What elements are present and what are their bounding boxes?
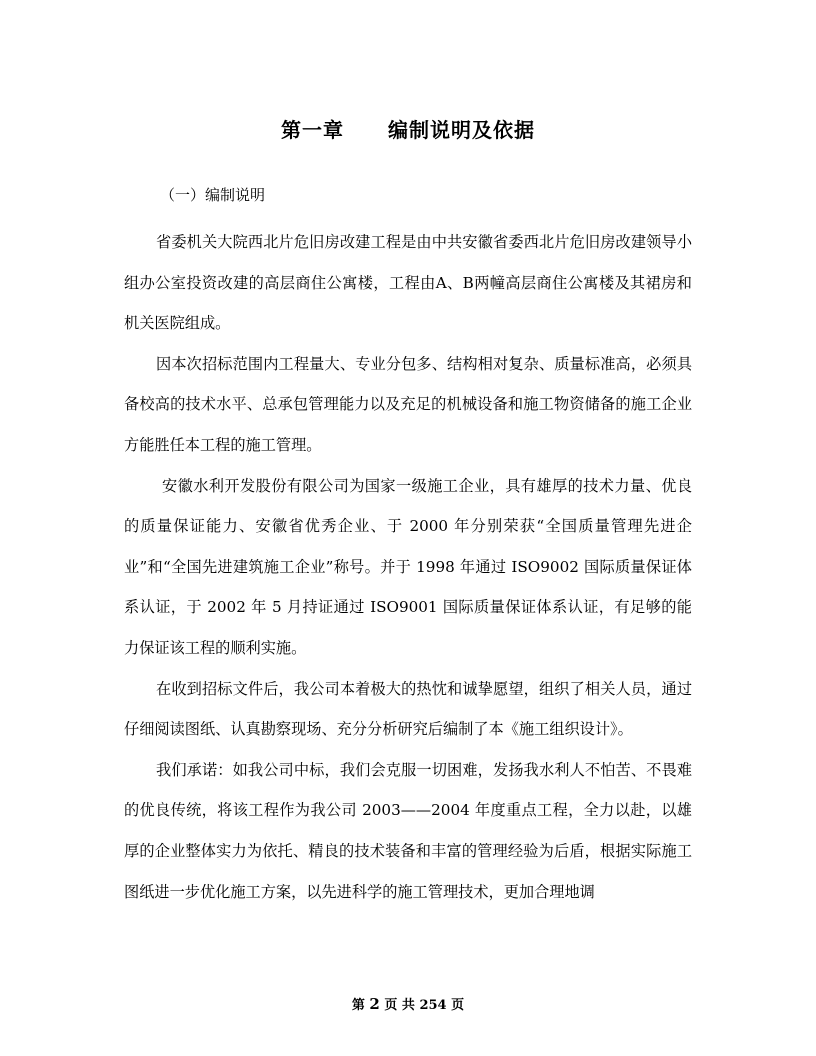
chapter-title xyxy=(0,114,816,143)
paragraph-project-intro: 省委机关大院西北片危旧房改建工程是由中共安徽省委西北片危旧房改建领导小组办公室投资改建的高层商住公寓楼，工程由A、B两幢高层商住公寓楼及其裙房和机关医院组成。 xyxy=(124,233,692,333)
paragraph-commitment: 我们承诺：如我公司中标，我们会克服一切困难，发扬我水利人不怕苦、不畏难的优良传统，将该工程作为我公司 2003——2004 年度重点工程，全力以赴，以雄厚的企业整体实力为依托、精良的技术装备和丰富的管理经验为后盾，根据实际施工图纸进一步优化施工方案，以先进科学的施工管理技术，更加合理地调 xyxy=(124,760,692,901)
footer-suffix: 页 xyxy=(451,998,465,1013)
footer-page-number: 2 xyxy=(369,995,380,1013)
page-footer xyxy=(0,994,816,1013)
chapter-number: 第一章 xyxy=(281,118,344,142)
chapter-name: 编制说明及依据 xyxy=(388,118,535,142)
footer-middle: 页 共 xyxy=(384,998,415,1013)
paragraph-scope: 因本次招标范围内工程量大、专业分包多、结构相对复杂、质量标准高，必须具备校高的技术水平、总承包管理能力以及充足的机械设备和施工物资储备的施工企业方能胜任本工程的施工管理。 xyxy=(124,354,692,454)
body-text xyxy=(124,222,692,912)
paragraph-preparation: 在收到招标文件后，我公司本着极大的热忱和诚挚愿望，组织了相关人员，通过仔细阅读图纸、认真勘察现场、充分分析研究后编制了本《施工组织设计》。 xyxy=(124,679,692,739)
footer-prefix: 第 xyxy=(351,998,365,1013)
paragraph-company: 安徽水利开发股份有限公司为国家一级施工企业，具有雄厚的技术力量、优良的质量保证能力、安徽省优秀企业、于 2000 年分别荣获“全国质量管理先进企业”和“全国先进建筑施工企业”称号。并于 1998 年通过 ISO9002 国际质量保证体系认证，于 2002 年 5 月持证通过 ISO9001 国际质量保证体系认证，有足够的能力保证该工程的顺利实施。 xyxy=(124,476,692,657)
footer-total-pages: 254 xyxy=(419,998,447,1013)
section-heading: （一）编制说明 xyxy=(160,186,266,204)
